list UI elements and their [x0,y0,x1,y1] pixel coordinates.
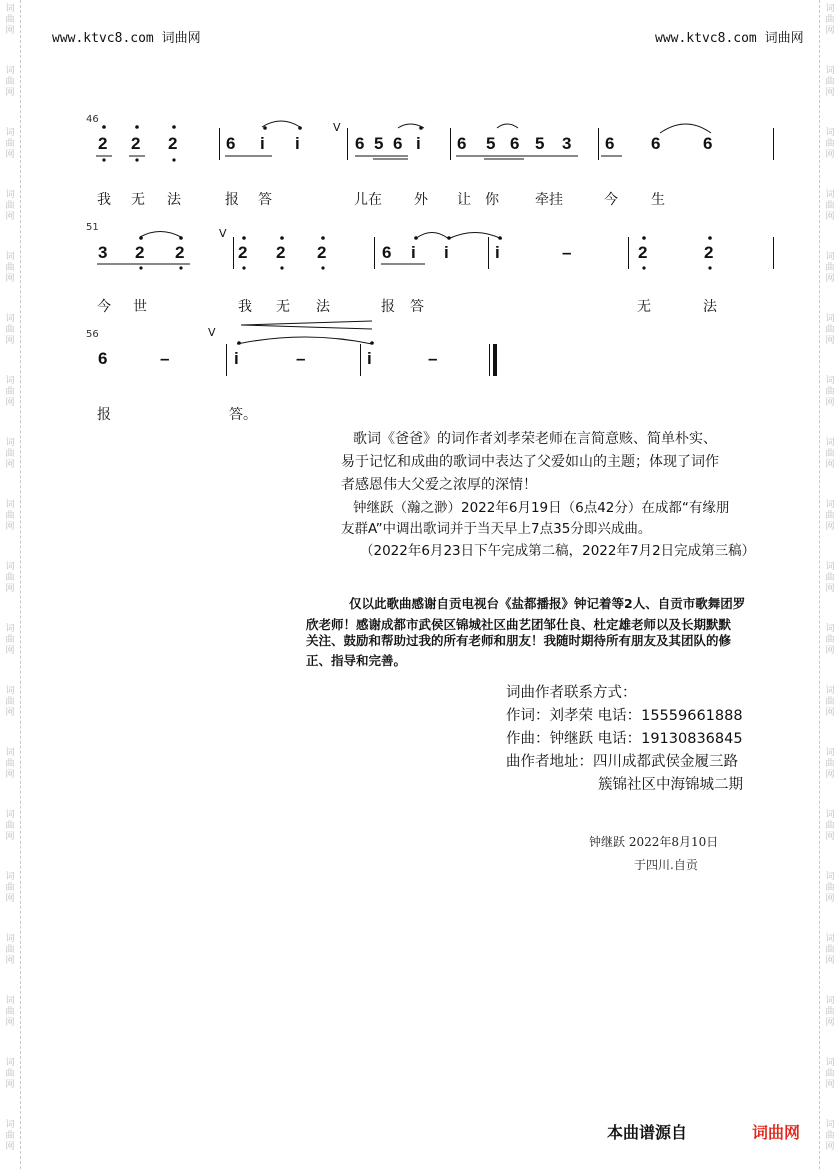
note: – [160,349,170,368]
watermark-text: 词 曲 网 [825,500,835,532]
note: i [444,243,449,262]
watermark-text: 词 曲 网 [825,810,835,842]
barline [450,128,451,160]
commentary-line: 者感恩伟大父爱之浓厚的深情！ [341,477,537,493]
watermark-text: 词 曲 网 [5,314,15,346]
note: 2 [704,243,714,262]
lyric: 报 [97,407,111,423]
thanks-line: 仅以此歌曲感谢自贡电视台《盐都播报》钟记着等2人、自贡市歌舞团罗 [349,596,746,611]
watermark-text: 词 曲 网 [825,748,835,780]
barline [233,237,234,269]
commentary-line: （2022年6月23日下午完成第二稿，2022年7月2日完成第三稿） [360,543,756,559]
watermark-text: 词 曲 网 [5,1058,15,1090]
lyric: 我 [238,299,252,315]
watermark-text: 词 曲 网 [5,190,15,222]
watermark-text: 词 曲 网 [5,252,15,284]
contact-composer: 作曲：钟继跃 电话：19130836845 [506,731,743,747]
note: 2 [276,243,286,262]
commentary-line: 易于记忆和成曲的歌词中表达了父爱如山的主题；体现了词作 [341,454,719,470]
barline [347,128,348,160]
note: 6 [651,134,661,153]
lyric: 报 [225,192,239,208]
watermark-text: 词 曲 网 [825,4,835,36]
footer-site-link[interactable]: 词曲网 [752,1123,801,1142]
watermark-text: 词 曲 网 [5,4,15,36]
note: 6 [226,134,236,153]
watermark-text: 词 曲 网 [825,1120,835,1152]
note: i [234,349,239,368]
watermark-text: 词 曲 网 [5,624,15,656]
watermark-text: 词 曲 网 [825,624,835,656]
lyric: 答。 [229,407,257,423]
barline [598,128,599,160]
watermark-text: 词 曲 网 [825,1058,835,1090]
note: 5 [374,134,384,153]
thanks-line: 正、指导和完善。 [306,653,407,668]
note: 6 [457,134,467,153]
lyric: 法 [703,299,717,315]
lyric: 我 [97,192,111,208]
contact-heading: 词曲作者联系方式： [506,685,637,701]
watermark-text: 词 曲 网 [5,376,15,408]
note: i [411,243,416,262]
note: 6 [393,134,403,153]
watermark-text: 词 曲 网 [5,996,15,1028]
watermark-text: 词 曲 网 [5,438,15,470]
note: 2 [638,243,648,262]
header-url-right: www.ktvc8.com 词曲网 [655,31,804,46]
final-barline-thin [489,344,490,376]
watermark-text: 词 曲 网 [5,872,15,904]
lyric: 答 [410,299,424,315]
note: i [260,134,265,153]
watermark-text: 词 曲 网 [825,934,835,966]
lyric: 无 [131,192,145,208]
watermark-text: 词 曲 网 [825,996,835,1028]
watermark-text: 词 曲 网 [825,190,835,222]
note: – [562,243,572,262]
watermark-text: 词 曲 网 [825,438,835,470]
commentary-line: 歌词《爸爸》的词作者刘孝荣老师在言简意赅、简单朴实、 [353,431,717,447]
note: i [295,134,300,153]
lyric: 世 [133,299,147,315]
watermark-text: 词 曲 网 [825,66,835,98]
score-ornaments [0,0,840,460]
barline [219,128,220,160]
barline [488,237,489,269]
commentary-line: 钟继跃（瀚之渺）2022年6月19日（6点42分）在成都“有缘朋 [353,500,730,516]
note: 5 [486,134,496,153]
watermark-text: 词 曲 网 [5,500,15,532]
final-barline-thick [493,344,497,376]
lyric: 牵挂 [535,192,563,208]
lyric: 生 [651,192,665,208]
breath-mark: V [333,121,341,134]
watermark-text: 词 曲 网 [5,128,15,160]
lyric: 法 [316,299,330,315]
watermark-text: 词 曲 网 [5,562,15,594]
lyric: 儿在 [354,192,382,208]
lyric: 让 [457,192,471,208]
watermark-text: 词 曲 网 [825,128,835,160]
note: 6 [98,349,108,368]
note: 2 [175,243,185,262]
note: 2 [98,134,108,153]
signature-place: 于四川.自贡 [634,858,698,872]
note: 2 [317,243,327,262]
measure-number: 51 [86,222,99,233]
lyric: 今 [97,299,111,315]
note: 6 [703,134,713,153]
lyric: 今 [604,192,618,208]
note: 6 [355,134,365,153]
watermark-text: 词 曲 网 [5,810,15,842]
thanks-line: 关注、鼓励和帮助过我的所有老师和朋友！我随时期待所有朋友及其团队的修 [306,633,732,648]
note: 6 [605,134,615,153]
lyric: 无 [637,299,651,315]
watermark-text: 词 曲 网 [5,1120,15,1152]
commentary-line: 友群A”中调出歌词并于当天早上7点35分即兴成曲。 [341,521,652,537]
note: – [296,349,306,368]
watermark-text: 词 曲 网 [825,686,835,718]
contact-lyricist: 作词：刘孝荣 电话：15559661888 [506,708,743,724]
note: 2 [238,243,248,262]
watermark-text: 词 曲 网 [5,934,15,966]
barline [773,237,774,269]
note: 6 [510,134,520,153]
note: 2 [131,134,141,153]
note: i [495,243,500,262]
note: 2 [135,243,145,262]
header-url-left: www.ktvc8.com 词曲网 [52,31,201,46]
note: 3 [98,243,108,262]
lyric: 答 [258,192,272,208]
note: 3 [562,134,572,153]
lyric: 你 [485,192,499,208]
footer-source-label: 本曲谱源自 [607,1123,688,1142]
lyric: 法 [167,192,181,208]
watermark-text: 词 曲 网 [825,872,835,904]
breath-mark: V [208,326,216,339]
barline [360,344,361,376]
breath-mark: V [219,227,227,240]
barline [628,237,629,269]
measure-number: 56 [86,329,99,340]
barline [374,237,375,269]
watermark-text: 词 曲 网 [5,66,15,98]
watermark-text: 词 曲 网 [825,562,835,594]
note: i [416,134,421,153]
note: 2 [168,134,178,153]
signature-date: 钟继跃 2022年8月10日 [589,835,719,849]
barline [773,128,774,160]
contact-address-line2: 簇锦社区中海锦城二期 [598,777,743,793]
watermark-text: 词 曲 网 [825,314,835,346]
barline [226,344,227,376]
lyric: 报 [381,299,395,315]
note: – [428,349,438,368]
lyric: 外 [414,192,428,208]
note: 5 [535,134,545,153]
lyric: 无 [276,299,290,315]
watermark-text: 词 曲 网 [5,748,15,780]
contact-address: 曲作者地址：四川成都武侯金履三路 [506,754,738,770]
note: 6 [382,243,392,262]
note: i [367,349,372,368]
thanks-line: 欣老师！感谢成都市武侯区锦城社区曲艺团邹仕良、杜定雄老师以及长期默默 [306,617,732,632]
measure-number: 46 [86,114,99,125]
watermark-text: 词 曲 网 [825,252,835,284]
watermark-text: 词 曲 网 [5,686,15,718]
watermark-text: 词 曲 网 [825,376,835,408]
